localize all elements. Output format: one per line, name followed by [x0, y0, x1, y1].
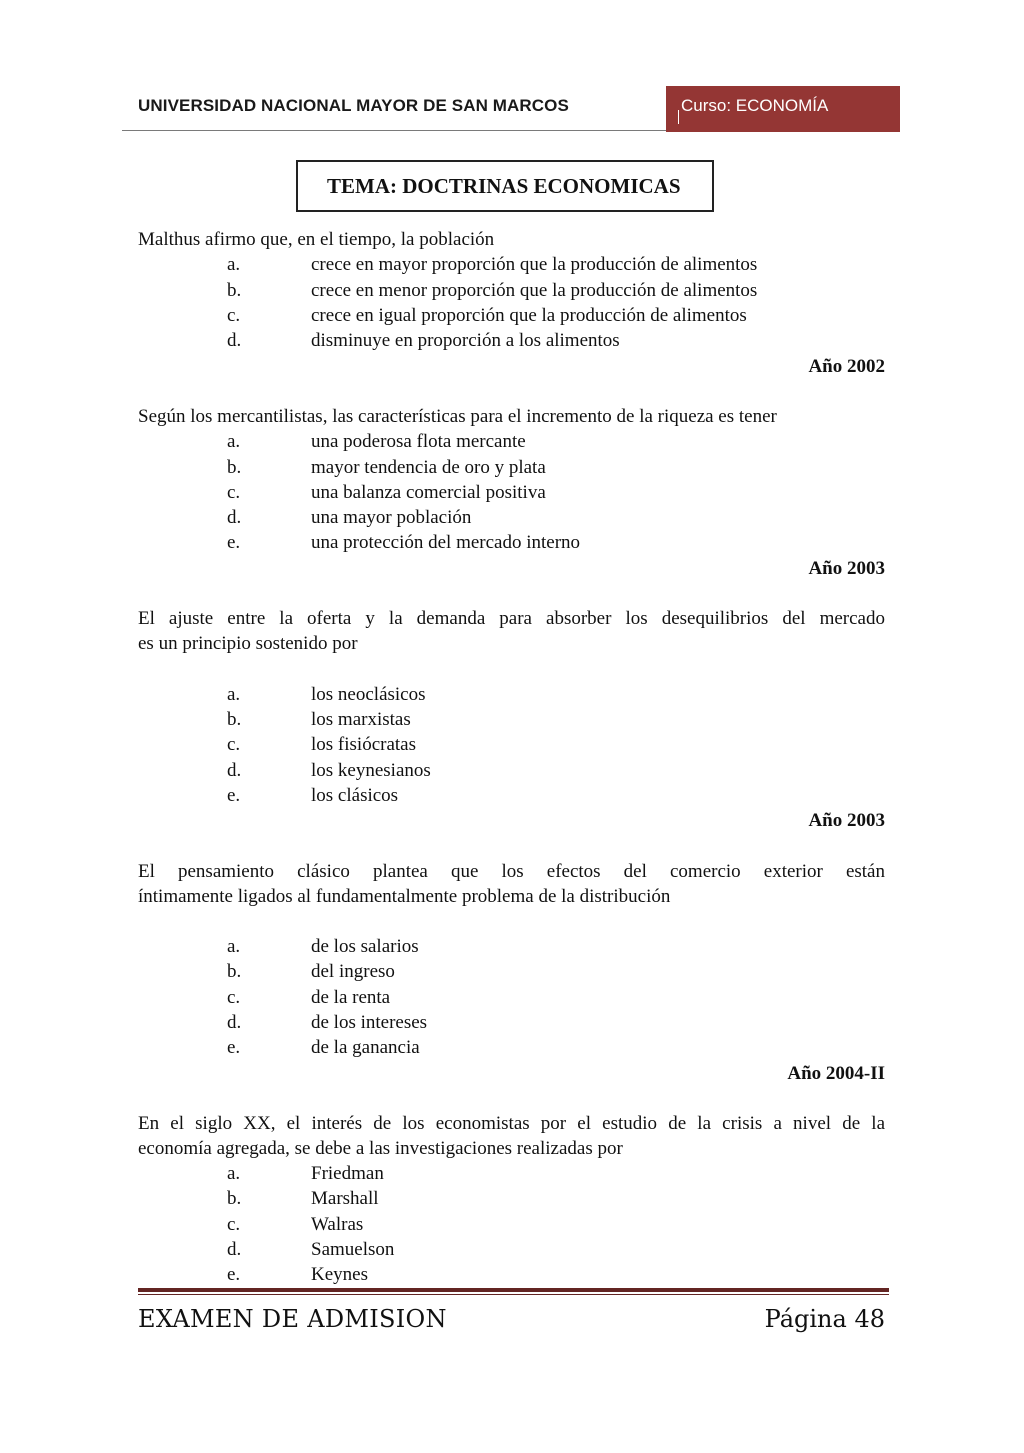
- question-1-option-letter: d.: [227, 330, 242, 351]
- question-4-option-text: de la renta: [311, 987, 391, 1008]
- question-2-option-letter: e.: [227, 532, 241, 553]
- footer-divider-thin: [138, 1294, 889, 1295]
- question-4-option-text: del ingreso: [311, 961, 395, 982]
- question-3-year: Año 2003: [808, 810, 885, 831]
- question-2-option-text: una poderosa flota mercante: [311, 431, 526, 452]
- footer-exam-label: EXAMEN DE ADMISION: [138, 1305, 447, 1333]
- question-5-option-text: Walras: [311, 1214, 364, 1235]
- question-3-option-letter: d.: [227, 760, 242, 781]
- question-5-option-text: Friedman: [311, 1163, 384, 1184]
- question-2-option-letter: c.: [227, 482, 241, 503]
- question-2-stem: Según los mercantilistas, las características para el incremento de la riqueza es tener: [138, 406, 777, 427]
- question-4-option-letter: a.: [227, 936, 241, 957]
- question-5-option-letter: e.: [227, 1264, 241, 1285]
- question-5-option-text: Keynes: [311, 1264, 368, 1285]
- header-course-marker: [678, 110, 679, 124]
- footer-divider-thick: [138, 1288, 889, 1292]
- question-4-option-text: de la ganancia: [311, 1037, 420, 1058]
- question-2-option-text: una balanza comercial positiva: [311, 482, 546, 503]
- question-3-option-letter: e.: [227, 785, 241, 806]
- question-5-option-text: Samuelson: [311, 1239, 395, 1260]
- question-1-option-text: crece en mayor proporción que la producción de alimentos: [311, 254, 758, 275]
- question-3-option-letter: c.: [227, 734, 241, 755]
- question-5-option-text: Marshall: [311, 1188, 379, 1209]
- page-title: TEMA: DOCTRINAS ECONOMICAS: [327, 174, 681, 198]
- question-4-year: Año 2004-II: [787, 1063, 885, 1084]
- question-2-option-letter: a.: [227, 431, 241, 452]
- question-4-option-text: de los salarios: [311, 936, 419, 957]
- question-5-stem: En el siglo XX, el interés de los economistas por el estudio de la crisis a nivel de la: [138, 1113, 885, 1134]
- question-3-stem: es un principio sostenido por: [138, 633, 358, 654]
- question-4-stem: El pensamiento clásico plantea que los efectos del comercio exterior están: [138, 861, 885, 882]
- question-5-stem: economía agregada, se debe a las investigaciones realizadas por: [138, 1138, 623, 1159]
- question-2-option-letter: b.: [227, 457, 242, 478]
- question-3-option-text: los clásicos: [311, 785, 399, 806]
- question-2-option-text: una mayor población: [311, 507, 472, 528]
- question-4-option-letter: c.: [227, 987, 241, 1008]
- question-2-option-text: mayor tendencia de oro y plata: [311, 457, 546, 478]
- header-divider: [122, 130, 670, 131]
- question-3-option-text: los fisiócratas: [311, 734, 417, 755]
- question-1-option-text: crece en menor proporción que la producción de alimentos: [311, 280, 758, 301]
- question-3-option-letter: a.: [227, 684, 241, 705]
- question-1-year: Año 2002: [808, 356, 885, 377]
- question-4-option-text: de los intereses: [311, 1012, 428, 1033]
- question-3-option-text: los marxistas: [311, 709, 411, 730]
- question-1-option-text: crece en igual proporción que la producción de alimentos: [311, 305, 747, 326]
- question-3-option-text: los neoclásicos: [311, 684, 426, 705]
- question-2-option-letter: d.: [227, 507, 242, 528]
- question-1-option-letter: a.: [227, 254, 241, 275]
- header-university: UNIVERSIDAD NACIONAL MAYOR DE SAN MARCOS: [138, 96, 569, 115]
- question-4-option-letter: d.: [227, 1012, 242, 1033]
- header-course-label: Curso: ECONOMÍA: [681, 96, 829, 115]
- question-4-option-letter: e.: [227, 1037, 241, 1058]
- question-3-stem: El ajuste entre la oferta y la demanda para absorber los desequilibrios del mercado: [138, 608, 885, 629]
- question-2-option-text: una protección del mercado interno: [311, 532, 581, 553]
- question-1-option-text: disminuye en proporción a los alimentos: [311, 330, 620, 351]
- question-3-option-letter: b.: [227, 709, 242, 730]
- question-1-option-letter: c.: [227, 305, 241, 326]
- question-4-option-letter: b.: [227, 961, 242, 982]
- question-3-option-text: los keynesianos: [311, 760, 431, 781]
- question-5-option-letter: d.: [227, 1239, 242, 1260]
- question-1-stem: Malthus afirmo que, en el tiempo, la población: [138, 229, 495, 250]
- question-5-option-letter: a.: [227, 1163, 241, 1184]
- question-5-option-letter: c.: [227, 1214, 241, 1235]
- question-5-option-letter: b.: [227, 1188, 242, 1209]
- footer-page-number: Página 48: [764, 1305, 885, 1333]
- question-4-stem: íntimamente ligados al fundamentalmente problema de la distribución: [138, 886, 671, 907]
- question-1-option-letter: b.: [227, 280, 242, 301]
- question-2-year: Año 2003: [808, 558, 885, 579]
